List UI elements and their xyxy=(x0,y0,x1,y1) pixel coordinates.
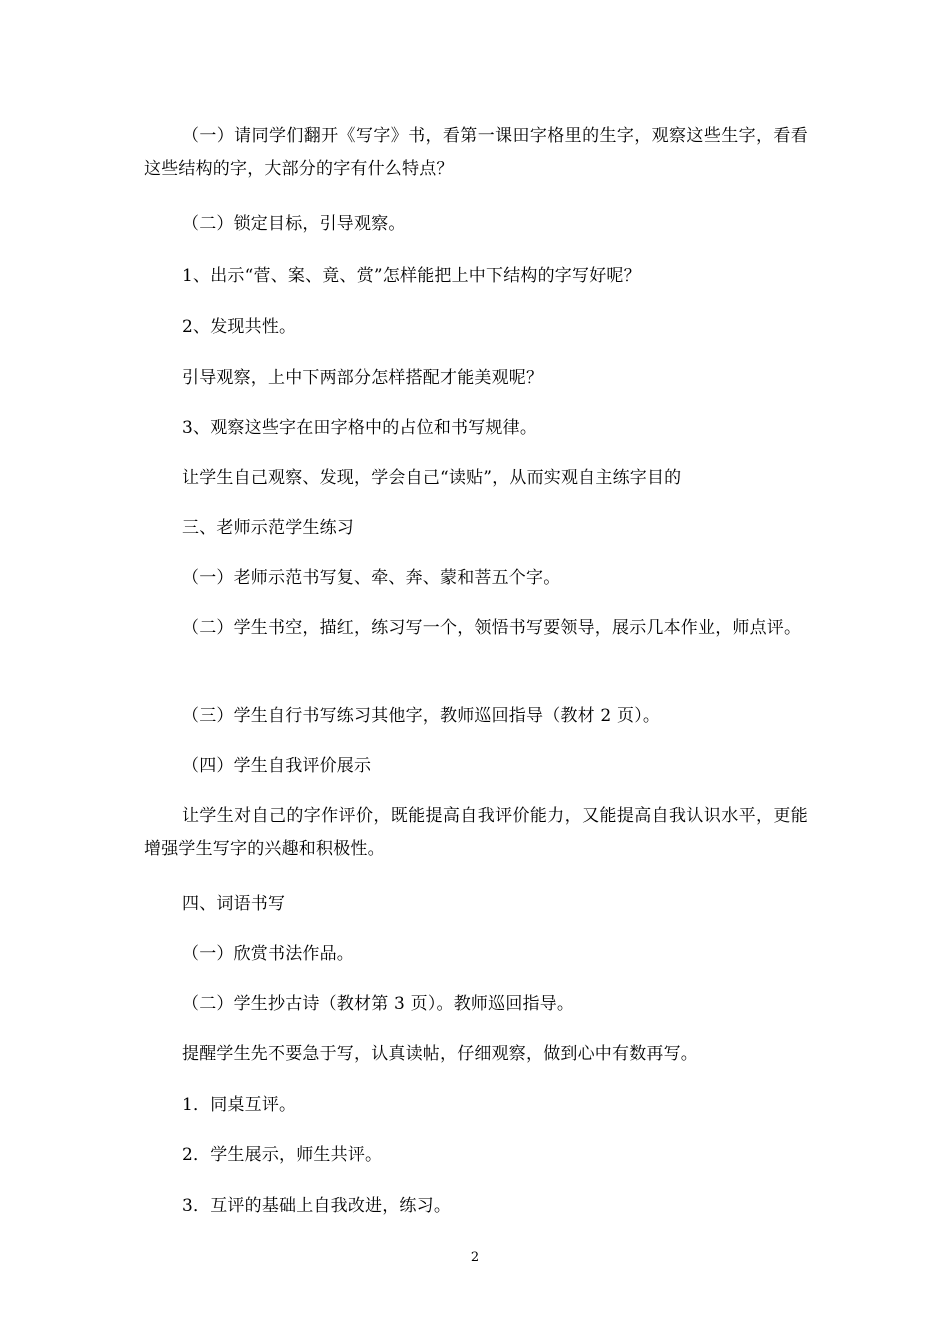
paragraph: 让学生自己观察、发现，学会自己“读贴”，从而实观自主练字目的 xyxy=(182,468,682,488)
paragraph: 提醒学生先不要急于写，认真读帖，仔细观察，做到心中有数再写。 xyxy=(182,1044,698,1064)
list-item: 3．互评的基础上自我改进，练习。 xyxy=(182,1196,452,1216)
section-heading: 三、老师示范学生练习 xyxy=(182,518,354,538)
paragraph: 2、发现共性。 xyxy=(182,317,297,337)
list-item: 1．同桌互评。 xyxy=(182,1095,297,1115)
list-item: 2．学生展示，师生共评。 xyxy=(182,1145,383,1165)
paragraph: 3、观察这些字在田字格中的占位和书写规律。 xyxy=(182,418,538,438)
paragraph: 让学生对自己的字作评价，既能提高自我评价能力，又能提高自我认识水平，更能增强学生写字的兴趣和积极性。 xyxy=(144,806,808,859)
paragraph: （二）锁定目标，引导观察。 xyxy=(182,214,406,234)
paragraph: （四）学生自我评价展示 xyxy=(182,756,372,776)
paragraph: （一）欣赏书法作品。 xyxy=(182,944,354,964)
paragraph: 引导观察，上中下两部分怎样搭配才能美观呢？ xyxy=(182,368,544,388)
paragraph: （一）老师示范书写复、牵、奔、蒙和菩五个字。 xyxy=(182,568,561,588)
paragraph: （二）学生书空，描红，练习写一个，领悟书写要领导，展示几本作业，师点评。 xyxy=(182,618,802,638)
paragraph: （二）学生抄古诗（教材第 3 页）。教师巡回指导。 xyxy=(182,994,575,1014)
paragraph: 1、出示“菅、案、竟、赏”怎样能把上中下结构的字写好呢？ xyxy=(182,266,641,286)
section-heading: 四、词语书写 xyxy=(182,894,286,914)
paragraph: （三）学生自行书写练习其他字，教师巡回指导（教材 2 页）。 xyxy=(182,706,661,726)
page-number: 2 xyxy=(470,1250,480,1265)
paragraph: （一）请同学们翻开《写字》书，看第一课田字格里的生字，观察这些生字，看看这些结构的字，大部分的字有什么特点？ xyxy=(144,126,808,179)
